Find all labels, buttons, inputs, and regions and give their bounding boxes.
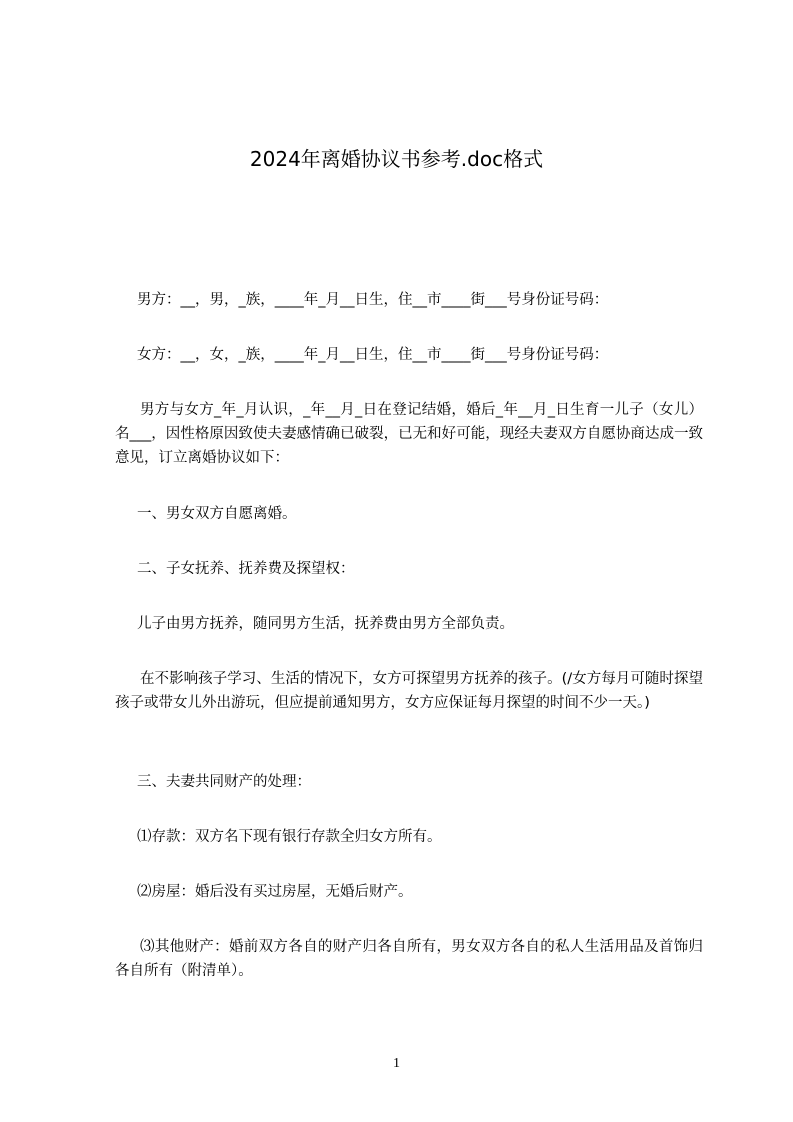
document-title: 2024年离婚协议书参考.doc格式	[249, 147, 544, 171]
clause-1-heading: 一、男女双方自愿离婚。	[137, 506, 297, 522]
male-party-info: 男方：__，男，_族，____年_月__日生，住__市____街___号身份证号码：	[137, 292, 609, 308]
other-property-item: ⑶其他财产：婚前双方各自的财产归各自所有，男女双方各自的私人生活用品及首饰归各自所有（附清单）。	[115, 939, 703, 979]
marriage-background-paragraph: 男方与女方_年_月认识，_年__月_日在登记结婚，婚后_年__月_日生育一儿子（女儿）名___，因性格原因致使夫妻感情确已破裂，已无和好可能，现经夫妻双方自愿协商达成一致意见，订立离婚协议如下：	[115, 402, 703, 466]
female-party-info: 女方：__，女，_族，____年_月__日生，住__市____街___号身份证号码：	[137, 347, 609, 363]
visitation-paragraph: 在不影响孩子学习、生活的情况下，女方可探望男方抚养的孩子。(/女方每月可随时探望孩子或带女儿外出游玩，但应提前通知男方，女方应保证每月探望的时间不少一天。)	[115, 671, 703, 711]
clause-2-heading: 二、子女抚养、抚养费及探望权：	[137, 561, 355, 577]
page-number: 1	[393, 1056, 400, 1071]
housing-item: ⑵房屋：婚后没有买过房屋，无婚后财产。	[137, 884, 413, 900]
savings-item: ⑴存款：双方名下现有银行存款全归女方所有。	[137, 829, 442, 845]
clause-3-heading: 三、夫妻共同财产的处理：	[137, 774, 311, 790]
child-custody-paragraph: 儿子由男方抚养，随同男方生活，抚养费由男方全部负责。	[137, 616, 514, 632]
